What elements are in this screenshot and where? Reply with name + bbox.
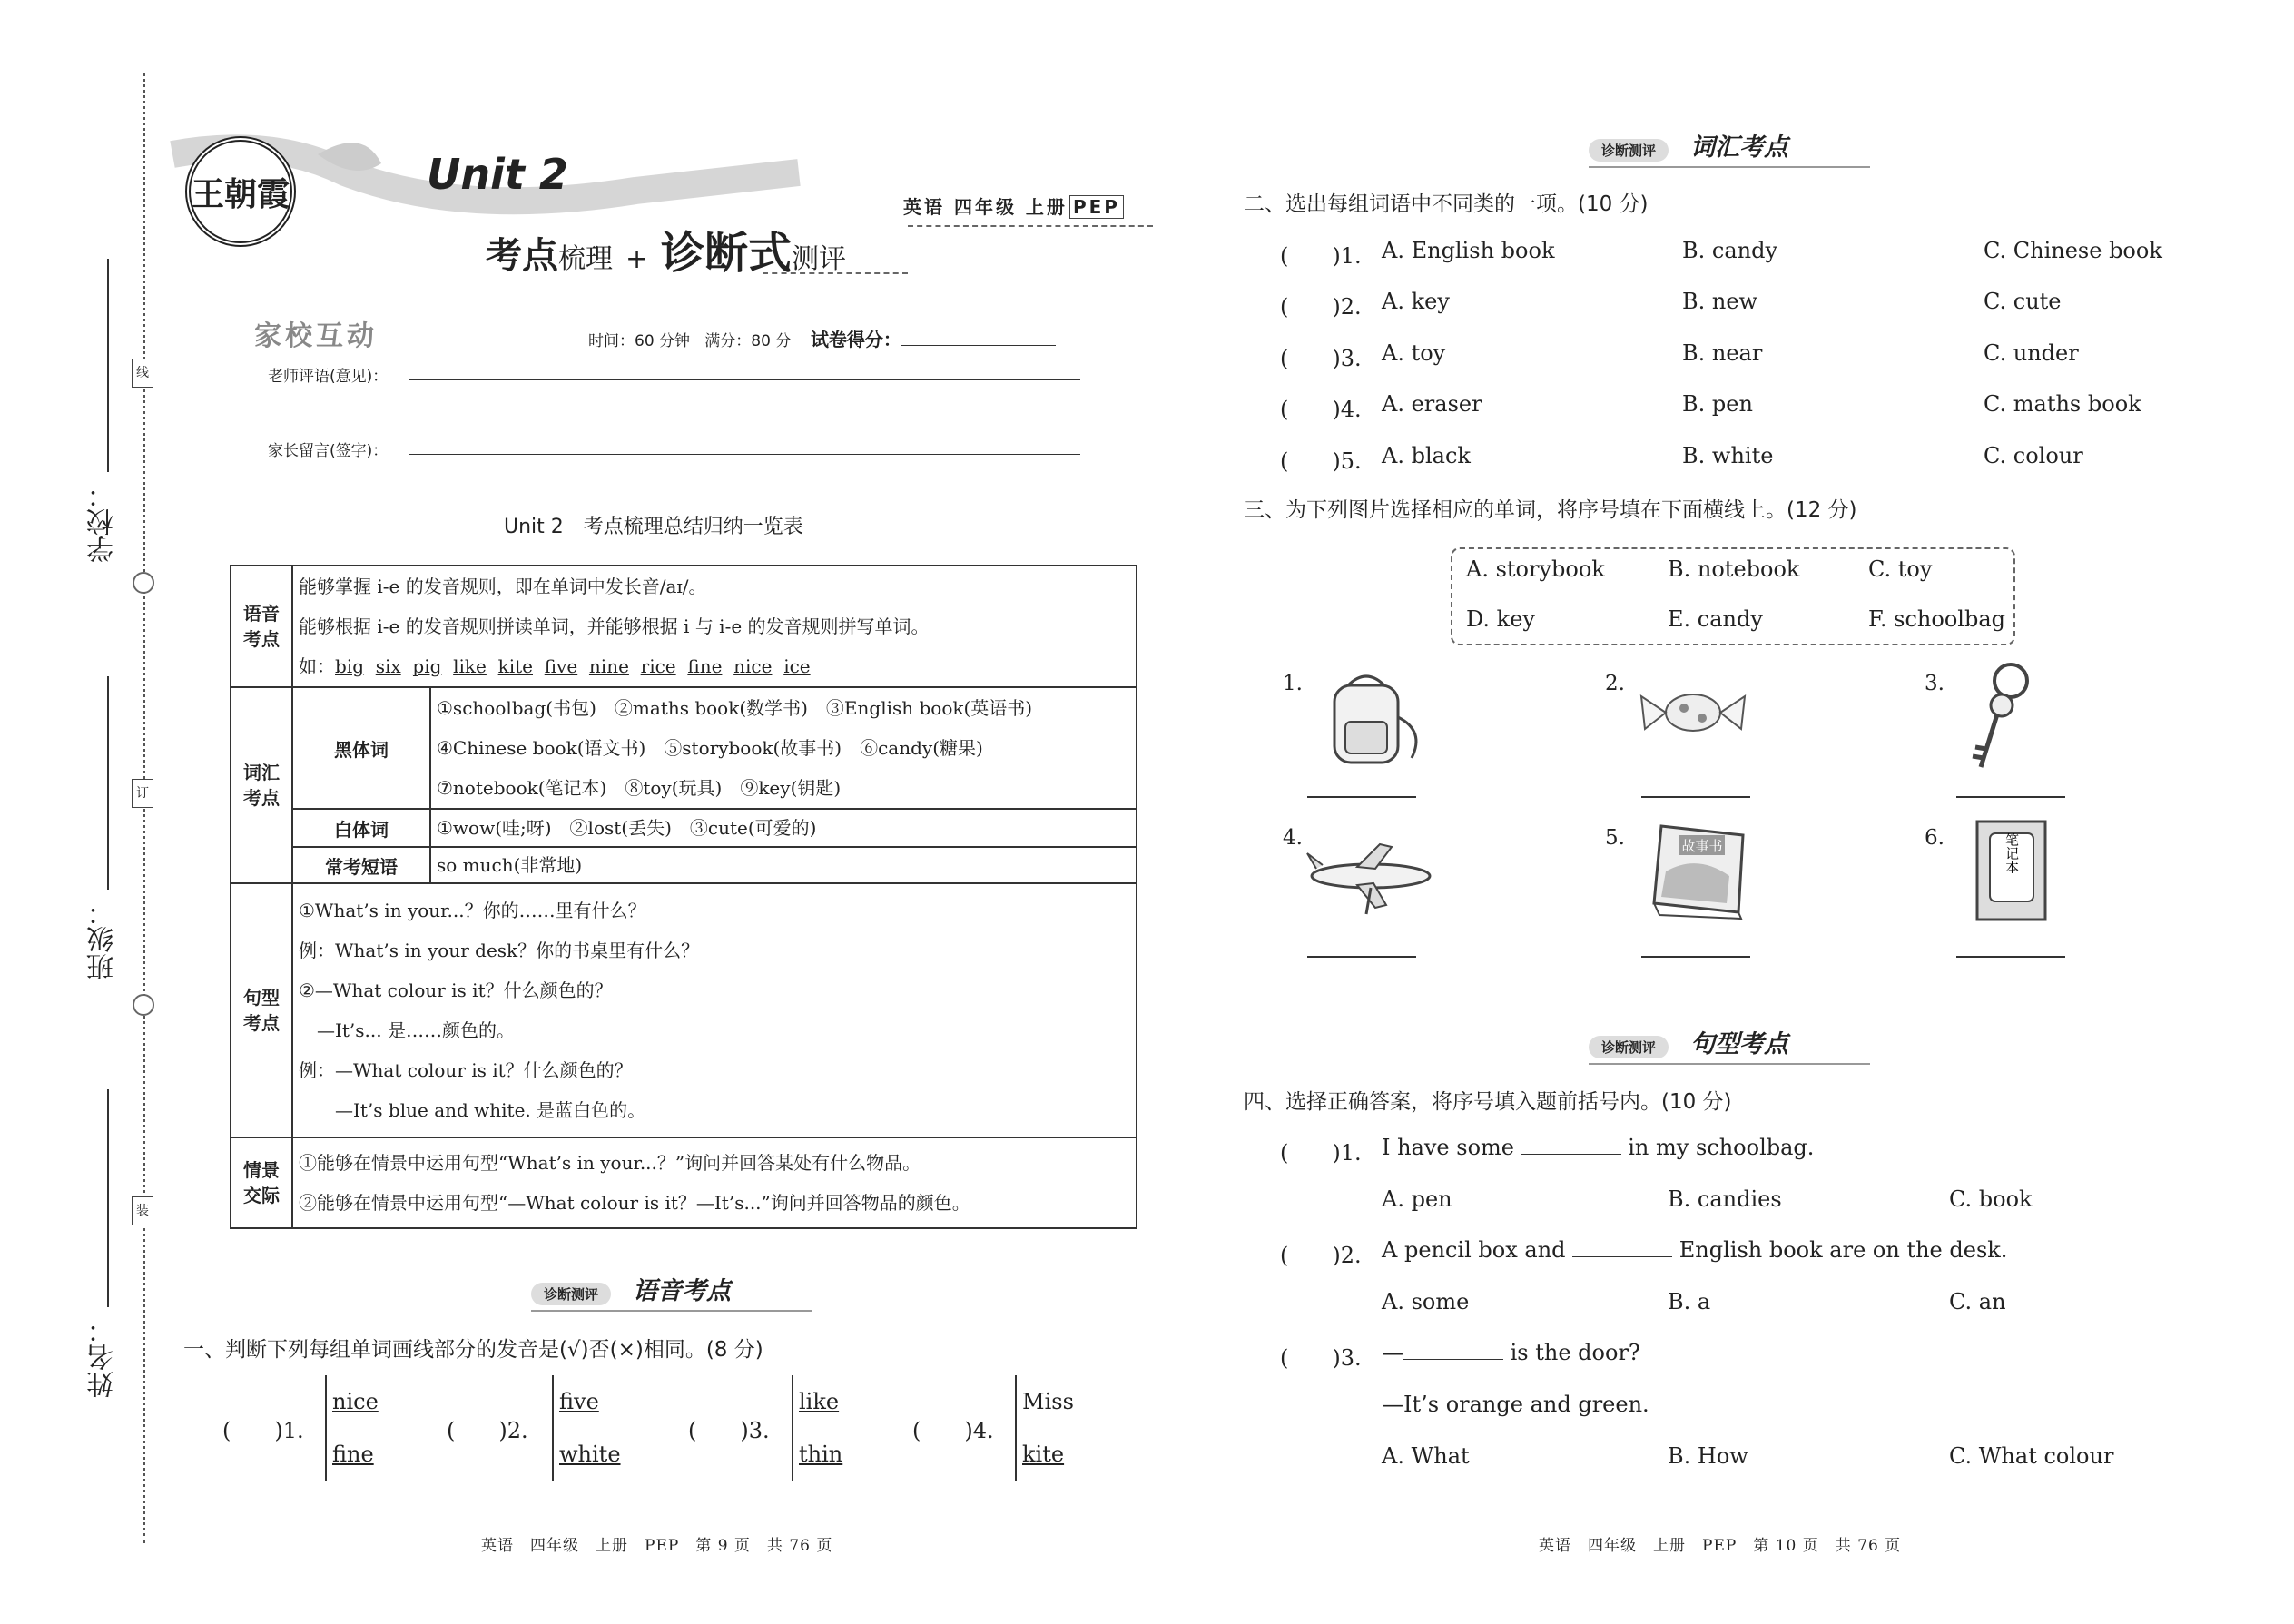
q2-item-3-b: B. near [1682,340,1763,366]
q2-item-3-a: A. toy [1382,340,1446,366]
q3-pic-6-answer[interactable] [1956,956,2065,958]
teacher-comment-line[interactable] [409,379,1080,380]
q3-option-a: A. storybook [1466,556,1605,582]
parent-comment-label: 家长留言(签字)： [268,442,389,460]
q3-pic-3-number: 3. [1925,672,1944,695]
q2-item-1-a: A. English book [1382,238,1555,263]
q3-pic-3-answer[interactable] [1956,796,2065,798]
q2-item-1-c: C. Chinese book [1984,238,2162,263]
q1-heading: 一、判断下列每组单词画线部分的发音是(√)否(×)相同。(8 分) [183,1338,763,1362]
section-banner-sentence: 诊断测评 句型考点 [1589,1024,1788,1059]
phonics-content: 能够掌握 i-e 的发音规则，即在单词中发长音/aɪ/。 能够根据 i-e 的发音规则拼读单词，并能够根据 i 与 i-e 的发音规则拼写单词。 如：big six pig like kite five nine rice fine nice ice [292,566,1137,687]
header-divider [763,272,908,274]
q2-item-1-number[interactable]: ( )1. [1280,243,1362,269]
section-banner-vocab: 诊断测评 词汇考点 [1589,127,1788,162]
q4-item-3-a: A. What [1382,1443,1470,1469]
footer-right: 英语 四年级 上册 PEP 第 10 页 共 76 页 [1539,1537,1902,1555]
q4-item-2-stem: A pencil box and English book are on the desk. [1382,1237,2008,1263]
binding-hole [133,572,154,594]
q3-pic-1-number: 1. [1283,672,1303,695]
unit-title: Unit 2 [427,150,568,199]
q1-item-2-pair: five white [552,1375,621,1481]
toy-plane-icon [1303,840,1439,921]
parent-comment-line[interactable] [409,454,1080,455]
key-icon [1961,658,2043,781]
phonics-examples: 如：big six pig like kite five nine rice fine nice ice [299,655,811,677]
q1-item-1-pair: nice fine [325,1375,379,1481]
phrases-label: 常考短语 [292,847,430,883]
q3-option-c: C. toy [1868,556,1933,582]
q2-item-5-number[interactable]: ( )5. [1280,448,1362,474]
q4-item-2-c: C. an [1949,1289,2006,1314]
exam-meta: 时间：60 分钟 满分：80 分 试卷得分： [588,325,1056,351]
candy-icon [1634,676,1752,749]
score-field [901,345,1056,346]
q1-item-3-number[interactable]: ( )3. [688,1418,770,1443]
q4-item-1-blank [1521,1154,1621,1155]
sentence-label: 句型考点 [231,883,292,1137]
name-field[interactable] [107,1089,109,1307]
q2-item-5-b: B. white [1682,443,1774,468]
class-field[interactable] [107,676,109,890]
q3-heading: 三、为下列图片选择相应的单词，将序号填在下面横线上。(12 分) [1244,498,1857,522]
q2-item-4-a: A. eraser [1382,391,1482,417]
q1-item-4-number[interactable]: ( )4. [912,1418,994,1443]
q4-item-1-number[interactable]: ( )1. [1280,1140,1362,1166]
q4-item-2-number[interactable]: ( )2. [1280,1243,1362,1268]
q4-item-1-a: A. pen [1382,1186,1452,1212]
vocab-label: 词汇考点 [231,687,292,883]
series-label: 英语 四年级 上册 PEP [903,192,1124,219]
q3-option-d: D. key [1466,606,1535,632]
situation-content: ①能够在情景中运用句型“What’s in your...？”询问并回答某处有什么物品。 ②能够在情景中运用句型“—What colour is it？—It’s...”询问并回答物品的颜色。 [292,1137,1137,1228]
q2-item-5-a: A. black [1382,443,1471,468]
q2-heading: 二、选出每组词语中不同类的一项。(10 分) [1244,192,1649,216]
q4-heading: 四、选择正确答案，将序号填入题前括号内。(10 分) [1244,1090,1732,1114]
q4-item-2-a: A. some [1382,1289,1470,1314]
q4-item-1-stem: I have some in my schoolbag. [1382,1135,1815,1160]
class-label: 班级： [87,899,119,980]
q2-item-1-b: B. candy [1682,238,1778,263]
q2-item-5-c: C. colour [1984,443,2083,468]
q4-item-3-blank [1403,1359,1503,1360]
svg-text:故事书: 故事书 [1681,838,1723,854]
q3-option-b: B. notebook [1668,556,1800,582]
home-school-badge: 家校互动 [254,320,378,352]
phrases-content: so much(非常地) [430,847,1137,883]
q3-pic-5-answer[interactable] [1641,956,1750,958]
q3-option-f: F. schoolbag [1868,606,2005,632]
schoolbag-icon [1307,667,1434,772]
sentence-content: ①What’s in your...？你的……里有什么？ 例：What’s in your desk？你的书桌里有什么？ ②—What colour is it？什么颜色的？ —It’s... 是……颜色的。 例：—What colour is it？什么颜色的？ —It’s blue and white. 是蓝白色的。 [292,883,1137,1137]
binding-mark-bind: 订 [132,779,153,808]
q4-item-1-c: C. book [1949,1186,2033,1212]
q3-pic-4-answer[interactable] [1307,956,1416,958]
q4-item-2-blank [1572,1256,1672,1257]
teacher-comment-label: 老师评语(意见)： [268,368,389,386]
q1-item-2-number[interactable]: ( )2. [447,1418,528,1443]
q4-item-1-b: B. candies [1668,1186,1782,1212]
binding-hole [133,994,154,1016]
q2-item-4-c: C. maths book [1984,391,2141,417]
notebook-icon [1970,817,2052,926]
summary-title: Unit 2 考点梳理总结归纳一览表 [504,516,803,538]
footer-left: 英语 四年级 上册 PEP 第 9 页 共 76 页 [481,1537,833,1555]
q1-item-3-pair: like thin [792,1375,842,1481]
school-field[interactable] [107,259,109,472]
q1-item-1-number[interactable]: ( )1. [222,1418,304,1443]
q3-pic-5-number: 5. [1605,826,1625,850]
q4-item-3-number[interactable]: ( )3. [1280,1345,1362,1371]
q4-item-3-b: B. How [1668,1443,1748,1469]
svg-text:笔记本: 笔记本 [2004,832,2020,874]
bold-words-content: ①schoolbag(书包) ②maths book(数学书) ③English book(英语书) ④Chinese book(语文书) ⑤storybook(故事书) ⑥candy(糖果) ⑦notebook(笔记本) ⑧toy(玩具) ⑨key(钥匙) [430,687,1137,809]
q1-item-4-pair: Miss kite [1015,1375,1074,1481]
q3-pic-4-number: 4. [1283,826,1303,850]
storybook-icon [1643,817,1761,921]
section-banner-phonics: 诊断测评 语音考点 [531,1271,731,1306]
q4-item-2-b: B. a [1668,1289,1711,1314]
q2-item-4-b: B. pen [1682,391,1753,417]
q3-pic-6-number: 6. [1925,826,1944,850]
q3-pic-2-answer[interactable] [1641,796,1750,798]
page-main-title: 考点梳理 + 诊断式测评 [486,228,847,279]
q4-item-3-reply: —It’s orange and green. [1382,1392,1649,1417]
q4-item-3-stem: — is the door? [1382,1340,1640,1365]
situation-label: 情景交际 [231,1137,292,1228]
white-words-content: ①wow(哇;呀) ②lost(丢失) ③cute(可爱的) [430,809,1137,847]
summary-table [230,565,1137,1229]
q4-item-3-c: C. What colour [1949,1443,2114,1469]
school-label: 学校： [87,481,119,563]
q2-item-2-b: B. new [1682,289,1758,314]
bold-words-label: 黑体词 [292,687,430,809]
phonics-label: 语音考点 [231,566,292,687]
header-divider [908,225,1153,227]
q2-item-2-a: A. key [1382,289,1450,314]
binding-dotted-line [143,73,145,1543]
white-words-label: 白体词 [292,809,430,847]
q2-item-4-number[interactable]: ( )4. [1280,397,1362,422]
q3-pic-1-answer[interactable] [1307,796,1416,798]
q3-pic-2-number: 2. [1605,672,1625,695]
binding-mark-line: 线 [132,359,153,388]
binding-mark-install: 装 [132,1196,153,1225]
name-label: 姓名： [87,1316,119,1398]
q2-item-3-number[interactable]: ( )3. [1280,346,1362,371]
q2-item-3-c: C. under [1984,340,2079,366]
q2-item-2-c: C. cute [1984,289,2062,314]
publisher-logo: 王朝霞 [185,136,296,247]
q2-item-2-number[interactable]: ( )2. [1280,294,1362,320]
q3-option-e: E. candy [1668,606,1763,632]
